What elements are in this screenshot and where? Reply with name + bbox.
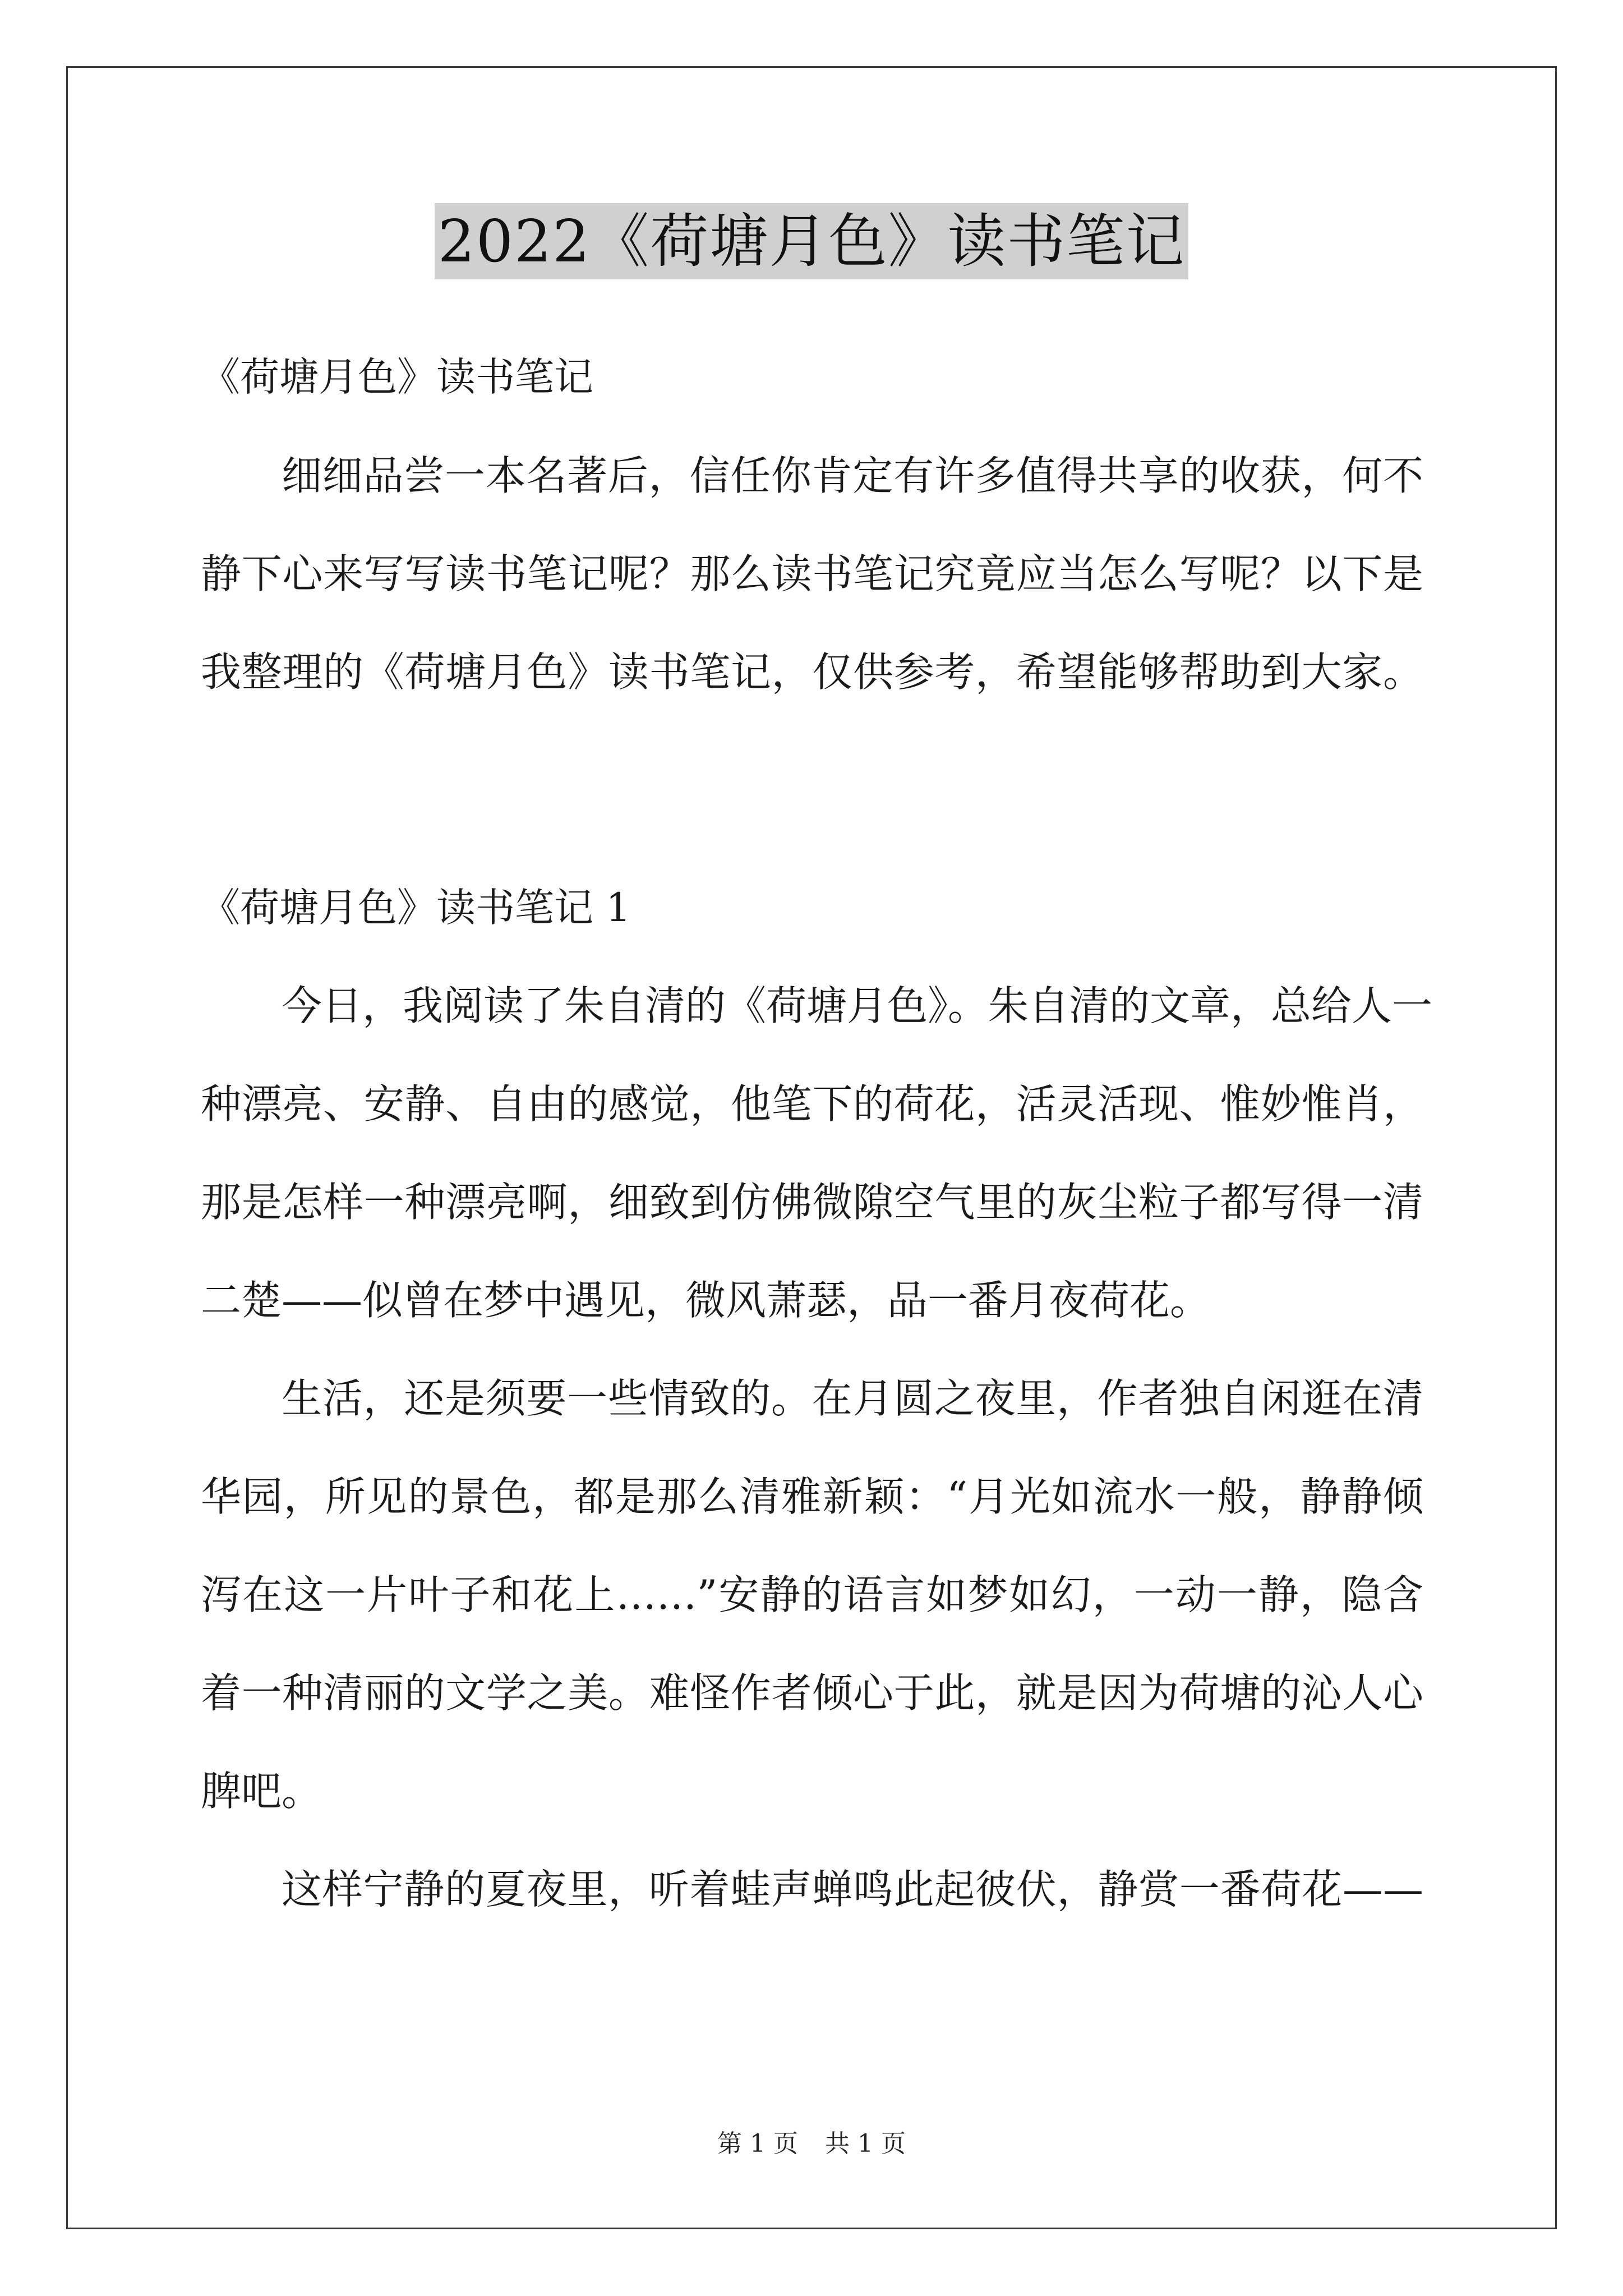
para2-line-4: 着一种清丽的文学之美。难怪作者倾心于此，就是因为荷塘的沁人心 — [201, 1669, 1423, 1717]
para3-line-1: 这样宁静的夏夜里，听着蛙声蝉鸣此起彼伏，静赏一番荷花—— — [282, 1866, 1423, 1913]
para2-line-5: 脾吧。 — [201, 1768, 322, 1815]
page-footer — [0, 2128, 1623, 2160]
section-heading-1: 《荷塘月色》读书笔记 1 — [201, 885, 631, 931]
intro-line-2: 静下心来写写读书笔记呢？那么读书笔记究竟应当怎么写呢？以下是 — [201, 550, 1423, 597]
para1-line-2: 种漂亮、安静、自由的感觉，他笔下的荷花，活灵活现、惟妙惟肖， — [201, 1080, 1423, 1128]
para1-line-3: 那是怎样一种漂亮啊，细致到仿佛微隙空气里的灰尘粒子都写得一清 — [201, 1179, 1423, 1226]
para2-line-1: 生活，还是须要一些情致的。在月圆之夜里，作者独自闲逛在清 — [282, 1375, 1423, 1422]
para2-line-2: 华园，所见的景色，都是那么清雅新颖：“月光如流水一般，静静倾 — [201, 1473, 1423, 1520]
document-title: 2022《荷塘月色》读书笔记 — [435, 203, 1189, 279]
para2-line-3: 泻在这一片叶子和花上……”安静的语言如梦如幻，一动一静，隐含 — [201, 1571, 1423, 1618]
intro-line-3: 我整理的《荷塘月色》读书笔记，仅供参考，希望能够帮助到大家。 — [201, 648, 1423, 696]
title-container — [0, 203, 1623, 279]
para1-line-1: 今日，我阅读了朱自清的《荷塘月色》。朱自清的文章，总给人一 — [282, 982, 1433, 1029]
page-number-total: 共 1 页 — [825, 2129, 906, 2158]
para1-line-4: 二楚——似曾在梦中遇见，微风萧瑟，品一番月夜荷花。 — [201, 1277, 1211, 1324]
subheading: 《荷塘月色》读书笔记 — [201, 354, 593, 400]
page-number-current: 第 1 页 — [717, 2129, 798, 2158]
intro-line-1: 细细品尝一本名著后，信任你肯定有许多值得共享的收获，何不 — [282, 452, 1423, 499]
